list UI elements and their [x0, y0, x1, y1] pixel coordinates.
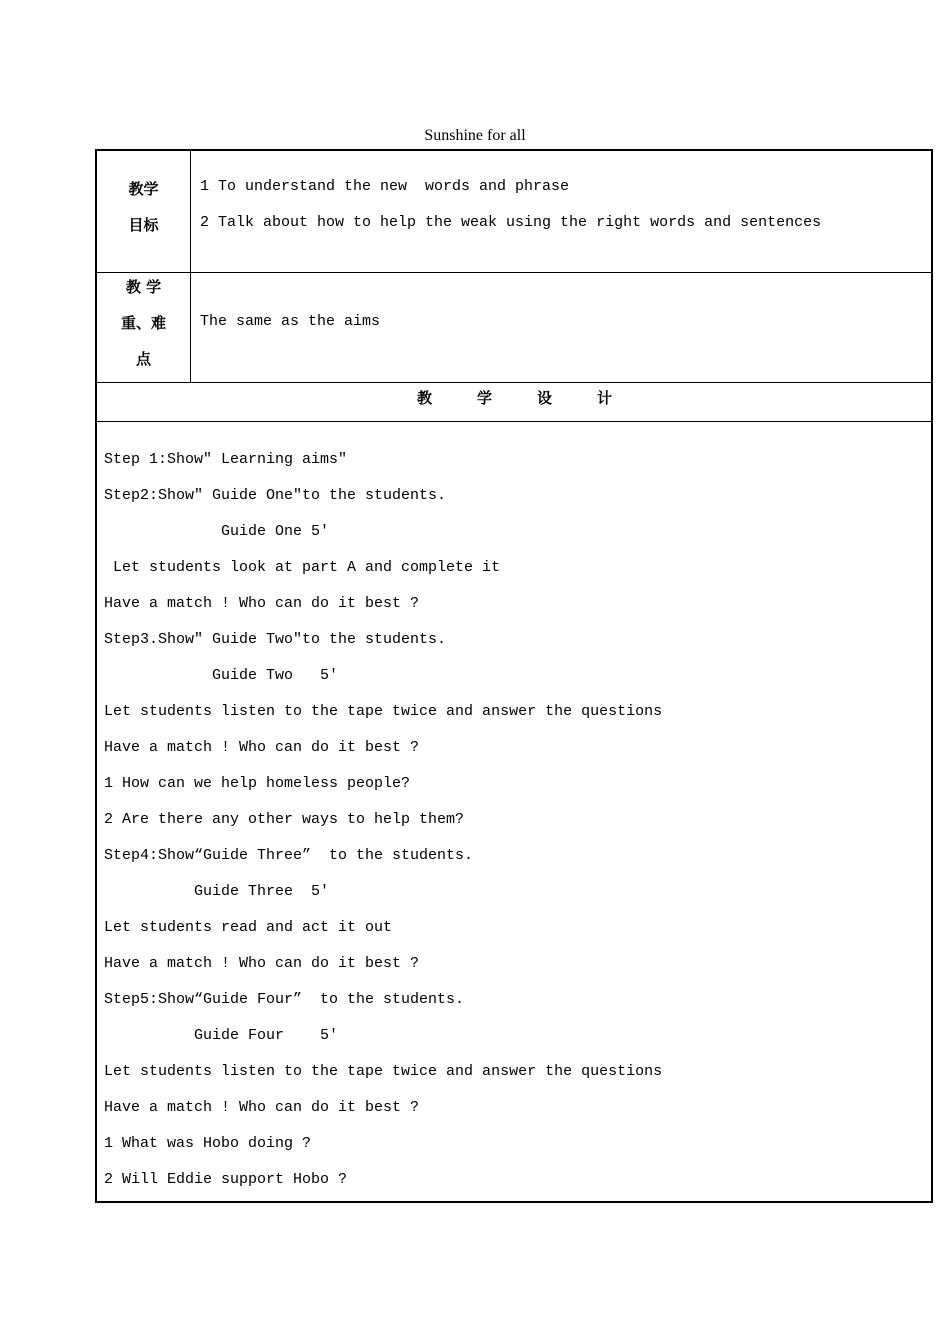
design-line-20: 1 What was Hobo doing ?: [104, 1135, 312, 1152]
design-line-11: 2 Are there any other ways to help them?: [104, 811, 465, 828]
design-line-7: Guide Two 5′: [104, 667, 339, 684]
design-line-2: Step2:Show" Guide One"to the students.: [104, 487, 447, 504]
document-title: Sunshine for all: [424, 127, 526, 144]
row-divider-focus: [95, 382, 933, 383]
design-line-21: 2 Will Eddie support Hobo ?: [104, 1171, 348, 1188]
design-line-19: Have a match ! Who can do it best ?: [104, 1099, 420, 1116]
aims-item-1: 1 To understand the new words and phrase: [200, 178, 570, 195]
focus-label-line3: 点: [135, 350, 151, 368]
label-column-divider: [190, 149, 191, 382]
design-line-13: Guide Three 5′: [104, 883, 330, 900]
table-right-border: [931, 149, 933, 1203]
design-heading-char-1: 教: [417, 389, 433, 407]
design-heading-char-3: 设: [537, 389, 553, 407]
design-line-10: 1 How can we help homeless people?: [104, 775, 411, 792]
aims-label-line2: 目标: [128, 216, 159, 234]
design-heading-char-2: 学: [477, 389, 493, 407]
table-top-border: [95, 149, 933, 151]
focus-label-line1: 教 学: [125, 278, 162, 296]
design-line-17: Guide Four 5′: [104, 1027, 339, 1044]
focus-label: [97, 276, 190, 369]
aims-item-2: 2 Talk about how to help the weak using the right words and sentences: [200, 214, 822, 231]
aims-label: [97, 178, 190, 235]
design-line-15: Have a match ! Who can do it best ?: [104, 955, 420, 972]
design-line-16: Step5:Show“Guide Four” to the students.: [104, 991, 465, 1008]
design-line-4: Let students look at part A and complete it: [104, 559, 501, 576]
design-line-1: Step 1:Show" Learning aims": [104, 451, 348, 468]
design-line-14: Let students read and act it out: [104, 919, 393, 936]
focus-label-line2: 重、难: [120, 314, 166, 332]
row-divider-aims: [95, 272, 933, 273]
design-line-5: Have a match ! Who can do it best ?: [104, 595, 420, 612]
design-line-9: Have a match ! Who can do it best ?: [104, 739, 420, 756]
design-heading-char-4: 计: [597, 389, 613, 407]
design-line-8: Let students listen to the tape twice and answer the questions: [104, 703, 663, 720]
design-line-6: Step3.Show" Guide Two"to the students.: [104, 631, 447, 648]
design-line-3: Guide One 5′: [104, 523, 330, 540]
design-line-18: Let students listen to the tape twice and answer the questions: [104, 1063, 663, 1080]
focus-text: The same as the aims: [200, 313, 381, 330]
row-divider-design-head: [95, 421, 933, 422]
design-line-12: Step4:Show“Guide Three” to the students.: [104, 847, 474, 864]
design-body: [104, 451, 662, 1207]
aims-label-line1: 教学: [128, 180, 159, 198]
